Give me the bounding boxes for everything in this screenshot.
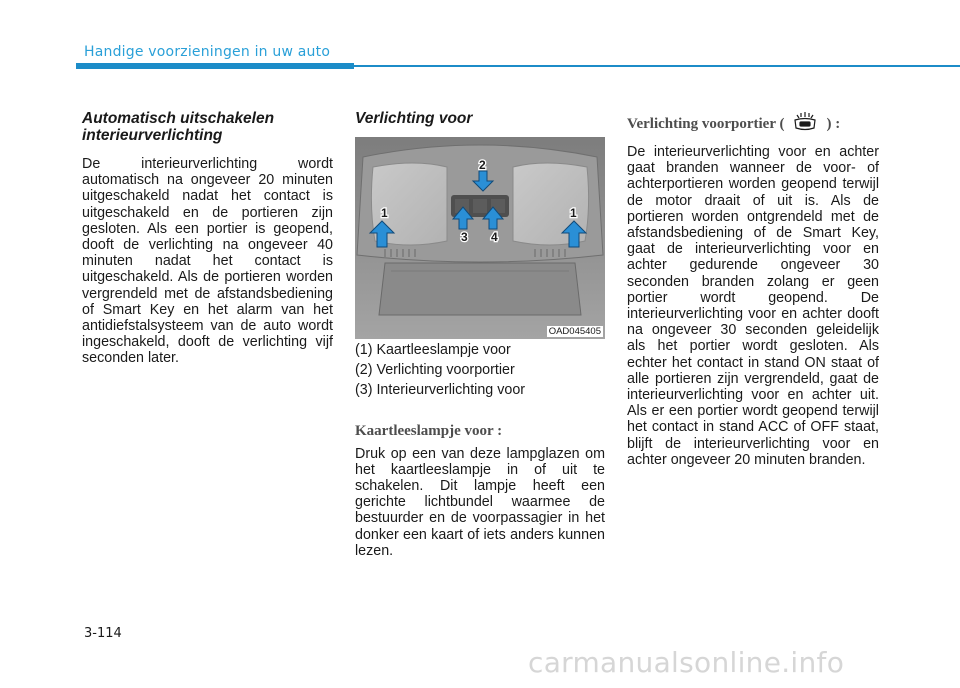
list-item-3: (3) Interieurverlichting voor xyxy=(355,382,526,399)
overhead-console-illustration xyxy=(355,137,605,339)
watermark: carmanualsonline.info xyxy=(528,646,845,679)
heading-line-2: interieurverlichting xyxy=(82,127,223,144)
heading-front-lighting: Verlichting voor xyxy=(355,110,473,127)
list-item-2: (2) Verlichting voorportier xyxy=(355,362,515,379)
heading-auto-off xyxy=(82,110,333,144)
callout-1-right: 1 xyxy=(570,206,577,220)
door-lamp-icon xyxy=(788,112,822,136)
column-right xyxy=(627,112,879,468)
subheading-map-lamp: Kaartleeslampje voor : xyxy=(355,422,503,439)
callout-4: 4 xyxy=(491,230,498,244)
column-middle-lower xyxy=(355,342,605,559)
page-number: 3-114 xyxy=(84,626,122,641)
subheading-door-lamp-suffix: ) : xyxy=(826,115,841,132)
list-item-1: (1) Kaartleeslampje voor xyxy=(355,342,511,358)
overhead-console-image xyxy=(355,137,605,339)
subheading-door-lamp xyxy=(627,112,879,136)
section-title: Handige voorzieningen in uw auto xyxy=(84,44,331,60)
callout-3: 3 xyxy=(461,230,468,244)
heading-line-1: Automatisch uitschakelen xyxy=(82,110,275,127)
paragraph-door-lamp: De interieurverlichting voor en achter gaat branden wanneer de voor- of achterportieren worden geopend terwijl de motor draait of uit is. Als de portieren worden ontgrendeld met de afstandsbediening of de Smart Key, gaat de interieurverlichting voor en achter gedurende ongeveer 30 seconden branden zolang er geen portier wordt geopend. De interieurverlichting voor en achter dooft na ongeveer 30 seconden geleidelijk als het portier wordt gesloten. Als echter het contact in stand ON staat of alle portieren zijn vergrendeld, gaat de interieurverlichting voor en achter uit. Als er een portier wordt geopend terwijl het contact in stand ACC of OFF staat, blijft de interieurverlichting voor en achter ongeveer 20 minuten branden. xyxy=(627,144,879,468)
image-code: OAD045405 xyxy=(548,326,601,337)
column-middle xyxy=(355,110,605,127)
header-rule-thick xyxy=(76,63,354,69)
paragraph-auto-off: De interieurverlichting wordt automatisch na ongeveer 20 minuten uitgeschakeld nadat het contact is uitgeschakeld en de portieren zijn gesloten. Als een portier is geopend, dooft de verlichting na ongeveer 40 minuten nadat het contact is uitgeschakeld. Als de portieren worden vergrendeld met de afstandsbediening of Smart Key en het alarm van het antidiefstalsysteem van de auto wordt ingeschakeld, dooft de verlichting vijf seconden later. xyxy=(82,156,333,367)
callout-1-left: 1 xyxy=(381,206,388,220)
paragraph-map-lamp: Druk op een van deze lampglazen om het kaartleeslampje in of uit te schakelen. Dit lampje heeft een gerichte lichtbundel waarmee de bestuurder en de voorpassagier in het donker een kaart of iets anders kunnen lezen. xyxy=(355,445,605,559)
column-left xyxy=(82,110,333,367)
header-rule-thin xyxy=(354,65,960,67)
subheading-door-lamp-prefix: Verlichting voorportier ( xyxy=(627,115,785,132)
callout-2: 2 xyxy=(479,158,486,172)
